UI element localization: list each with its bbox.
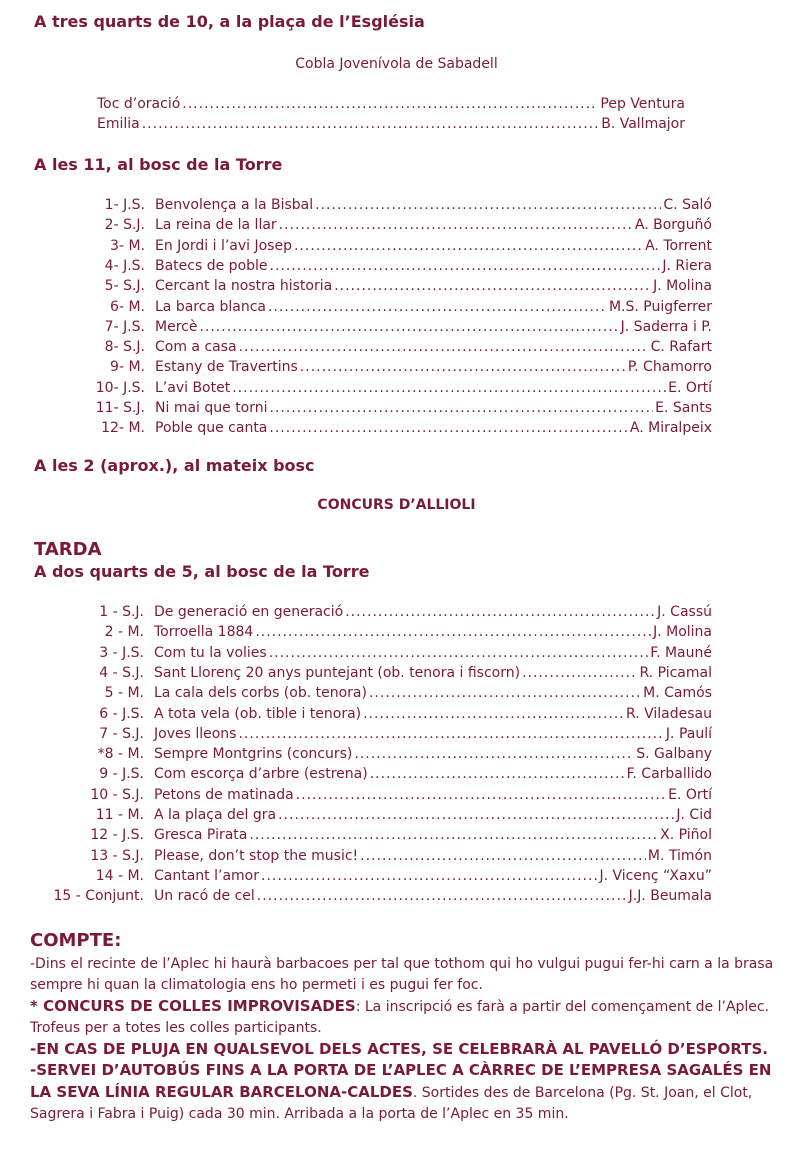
item-title: Batecs de poble <box>155 257 268 274</box>
item-number: 11- S.J. <box>95 400 145 416</box>
leader-dots <box>522 663 637 683</box>
leader-dots <box>354 744 634 764</box>
item-number: 1 - S.J. <box>99 604 144 620</box>
item-composer: F. Carballido <box>626 766 712 783</box>
item-title: Poble que canta <box>155 420 268 437</box>
list-item <box>40 724 712 744</box>
item-composer: C. Saló <box>663 197 712 213</box>
item-number: 3 - J.S. <box>99 644 144 661</box>
note-contest <box>30 996 775 1039</box>
item-number: 5 - M. <box>104 685 144 702</box>
item-title: La cala dels corbs (ob. tenora) <box>154 685 367 702</box>
item-composer: P. Chamorro <box>627 359 712 376</box>
item-number: 5- S.J. <box>104 278 145 295</box>
item-number: 10 - S.J. <box>90 786 144 803</box>
note-bus <box>30 1060 775 1125</box>
item-title: Torroella 1884 <box>154 624 254 641</box>
item-composer: J. Molina <box>653 624 712 641</box>
leader-dots <box>270 256 661 276</box>
item-composer: E. Ortí <box>668 786 712 803</box>
note-contest-title: * CONCURS DE COLLES IMPROVISADES <box>30 997 356 1015</box>
list-item <box>40 825 712 845</box>
list-item <box>58 236 712 256</box>
item-title: En Jordi i l’avi Josep <box>155 237 292 254</box>
item-composer: R. Viladesau <box>625 705 712 722</box>
list-item <box>40 704 712 724</box>
notes-body <box>30 954 775 1125</box>
item-title: A la plaça del gra <box>154 807 277 823</box>
leader-dots <box>239 337 649 357</box>
note-rain: -EN CAS DE PLUJA EN QUALSEVOL DELS ACTES, SE CELEBRARÀ AL PAVELLÓ D’ESPORTS. <box>30 1040 768 1058</box>
item-number: 6- M. <box>110 298 145 315</box>
item-composer: J.J. Beumala <box>628 888 712 905</box>
leader-dots <box>238 724 663 744</box>
tarda-label: TARDA <box>34 539 102 560</box>
item-composer: S. Galbany <box>636 746 712 763</box>
item-composer: J. Vicenç “Xaxu” <box>599 867 712 884</box>
item-number: 6 - J.S. <box>99 705 144 722</box>
item-composer: M. Timón <box>647 847 712 864</box>
item-title: Please, don’t stop the music! <box>154 847 359 864</box>
leader-dots <box>255 622 651 642</box>
item-title: Toc d’oració <box>97 96 181 112</box>
list-item <box>58 418 712 438</box>
item-number: *8 - M. <box>97 746 144 763</box>
list-item <box>40 663 712 683</box>
item-composer: J. Riera <box>662 257 712 274</box>
note-contest-text: : La inscripció es farà a partir del començament de l’Aplec. Trofeus per a totes les colles participants. <box>30 999 770 1036</box>
item-title: Benvolença a la Bisbal <box>155 197 314 213</box>
list-item <box>58 256 712 276</box>
item-number: 1- J.S. <box>104 197 145 213</box>
note-bus-text: . Sortides des de Barcelona (Pg. St. Joan, el Clot, Sagrera i Fabra i Puig) cada 30 min. Arribada a la porta de l’Aplec en 35 min. <box>30 1085 753 1122</box>
item-title: Sempre Montgrins (concurs) <box>154 746 353 763</box>
note-barbecue: -Dins el recinte de l’Aplec hi haurà barbacoes per tal que tothom qui ho vulgui pugui fer-hi carn a la brasa sempre hi quan la climatologia ens ho permeti i es pugui fer foc. <box>30 956 774 993</box>
item-composer: J. Molina <box>653 278 712 295</box>
item-number: 9 - J.S. <box>99 766 144 783</box>
list-item <box>58 317 712 337</box>
item-composer: J. Paulí <box>665 725 712 742</box>
item-title: La barca blanca <box>155 298 266 315</box>
item-title: Petons de matinada <box>154 786 294 803</box>
item-title: Cercant la nostra historia <box>155 278 333 295</box>
leader-dots <box>360 846 646 866</box>
item-number: 4- J.S. <box>104 257 145 274</box>
item-number: 2 - M. <box>104 624 144 641</box>
item-composer: X. Piñol <box>660 827 712 844</box>
item-title: A tota vela (ob. tible i tenora) <box>154 705 362 722</box>
item-title: Emilia <box>97 116 140 132</box>
leader-dots <box>249 825 658 845</box>
list-item <box>58 215 712 235</box>
item-number: 7 - S.J. <box>99 725 144 742</box>
item-composer: R. Picamal <box>639 664 712 681</box>
leader-dots <box>270 398 654 418</box>
item-number: 14 - M. <box>95 867 144 884</box>
item-composer: M. Camós <box>643 685 712 702</box>
item-title: Cantant l’amor <box>154 867 259 884</box>
list-item <box>58 398 712 418</box>
item-composer: A. Torrent <box>645 237 712 254</box>
item-title: L’avi Botet <box>155 379 231 396</box>
note-bus-title: -SERVEI D’AUTOBÚS FINS A LA PORTA DE L’APLEC A CÀRREC DE L’EMPRESA SAGALÉS EN LA SEVA LÍNIA REGULAR BARCELONA-CALDES <box>30 1061 772 1101</box>
leader-dots <box>199 317 618 337</box>
list-item <box>58 357 712 377</box>
leader-dots <box>370 764 625 784</box>
item-composer: B. Vallmajor <box>601 116 685 132</box>
list-item <box>40 744 712 764</box>
section1-subtitle: Cobla Jovenívola de Sabadell <box>295 56 498 72</box>
leader-dots <box>268 297 607 317</box>
item-number: 11 - M. <box>95 807 144 823</box>
leader-dots <box>315 195 661 215</box>
leader-dots <box>334 276 651 296</box>
list-item <box>40 846 712 866</box>
list-item <box>58 195 712 215</box>
leader-dots <box>269 643 649 663</box>
item-composer: Pep Ventura <box>600 96 685 112</box>
item-composer: A. Miralpeix <box>629 420 712 437</box>
item-number: 13 - S.J. <box>90 847 144 864</box>
list-item <box>40 805 712 825</box>
leader-dots <box>278 805 674 825</box>
leader-dots <box>269 418 628 438</box>
item-title: Com escorça d’arbre (estrena) <box>154 766 368 783</box>
item-composer: J. Cid <box>676 807 712 823</box>
list-item <box>58 337 712 357</box>
item-title: Mercè <box>155 318 198 335</box>
leader-dots <box>142 114 599 134</box>
list-item <box>40 602 712 622</box>
leader-dots <box>296 785 666 805</box>
list-item <box>97 94 685 114</box>
leader-dots <box>279 215 633 235</box>
list-item <box>58 297 712 317</box>
list-item <box>58 276 712 296</box>
list-item <box>40 643 712 663</box>
item-number: 8- S.J. <box>104 339 145 356</box>
list-item <box>40 683 712 703</box>
item-title: Estany de Travertins <box>155 359 298 376</box>
notes-heading: COMPTE: <box>30 930 122 951</box>
list-item <box>40 886 712 906</box>
leader-dots <box>300 357 626 377</box>
item-number: 3- M. <box>110 237 145 254</box>
leader-dots <box>369 683 641 703</box>
item-title: Joves lleons <box>154 725 237 742</box>
leader-dots <box>261 866 597 886</box>
leader-dots <box>345 602 655 622</box>
item-title: De generació en generació <box>154 604 344 620</box>
leader-dots <box>294 236 643 256</box>
item-composer: C. Rafart <box>650 339 712 356</box>
leader-dots <box>232 378 666 398</box>
item-number: 10- J.S. <box>95 379 145 396</box>
item-number: 12 - J.S. <box>90 827 144 844</box>
item-number: 4 - S.J. <box>99 664 144 681</box>
item-title: Un racó de cel <box>154 888 255 905</box>
list-item <box>40 866 712 886</box>
leader-dots <box>363 704 624 724</box>
list-item <box>40 622 712 642</box>
list-item <box>40 785 712 805</box>
item-title: Gresca Pirata <box>154 827 248 844</box>
item-composer: J. Saderra i P. <box>620 318 712 335</box>
list-item <box>97 114 685 134</box>
item-number: 2- S.J. <box>104 217 145 234</box>
item-title: Sant Llorenç 20 anys puntejant (ob. tenora i fiscorn) <box>154 664 521 681</box>
item-number: 7- J.S. <box>104 318 145 335</box>
section4-heading: A dos quarts de 5, al bosc de la Torre <box>34 562 370 581</box>
item-title: Ni mai que torni <box>155 400 268 416</box>
item-title: Com tu la volies <box>154 644 267 661</box>
list-item <box>58 378 712 398</box>
section2-heading: A les 11, al bosc de la Torre <box>34 155 283 174</box>
item-composer: E. Sants <box>655 400 712 416</box>
section1-heading: A tres quarts de 10, a la plaça de l’Església <box>34 12 425 31</box>
section3-subtitle: CONCURS D’ALLIOLI <box>317 497 476 513</box>
item-title: La reina de la llar <box>155 217 277 234</box>
list-item <box>40 764 712 784</box>
item-number: 12- M. <box>101 420 145 437</box>
item-title: Com a casa <box>155 339 237 356</box>
leader-dots <box>257 886 627 906</box>
item-composer: J. Cassú <box>657 604 712 620</box>
item-number: 9- M. <box>110 359 145 376</box>
item-number: 15 - Conjunt. <box>53 888 144 905</box>
item-composer: M.S. Puigferrer <box>608 298 712 315</box>
item-composer: F. Mauné <box>650 644 712 661</box>
section3-heading: A les 2 (aprox.), al mateix bosc <box>34 456 315 475</box>
item-composer: A. Borguñó <box>634 217 712 234</box>
item-composer: E. Ortí <box>668 379 712 396</box>
leader-dots <box>182 94 598 114</box>
